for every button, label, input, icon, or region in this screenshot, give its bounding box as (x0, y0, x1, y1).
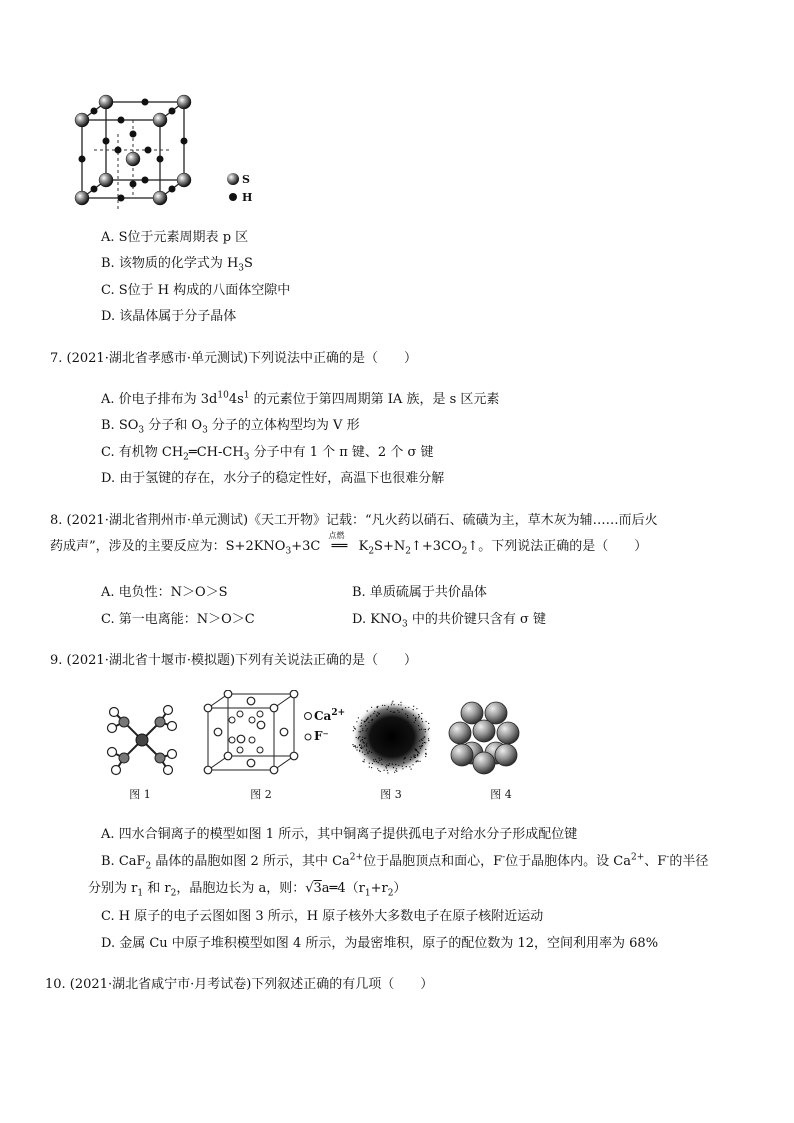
cloud-dot (361, 739, 362, 740)
cloud-dot (360, 740, 361, 741)
cloud-dot (409, 766, 410, 767)
cloud-dot (364, 759, 365, 760)
s-atom (177, 95, 191, 109)
ca-ion (280, 728, 288, 736)
ca-ion (224, 690, 232, 698)
cloud-dot (418, 714, 419, 715)
cloud-dot (363, 761, 364, 762)
f-ion (249, 737, 255, 743)
f-ion (249, 717, 255, 723)
cloud-dot (353, 726, 354, 727)
h-atom (118, 117, 125, 124)
cloud-dot (428, 740, 429, 741)
figure4-cu-close-packing (448, 699, 522, 775)
legend-s-atom-icon (226, 172, 240, 186)
q9-option-a[interactable]: A. 四水合铜离子的模型如图 1 所示，其中铜离子提供孤电子对给水分子形成配位键 (101, 827, 578, 842)
cloud-dot (396, 771, 397, 772)
h-atom (169, 186, 176, 193)
cloud-dot (366, 743, 367, 744)
cloud-dot (402, 768, 403, 769)
cloud-dot (386, 765, 387, 766)
cloud-dot (421, 713, 422, 714)
q6-option-b[interactable]: B. 该物质的化学式为 $H_3S$ (101, 256, 253, 274)
cloud-dot (415, 718, 416, 719)
cloud-dot (372, 763, 373, 764)
cloud-dot (358, 737, 359, 738)
cloud-dot (361, 745, 362, 746)
cloud-dot (369, 763, 370, 764)
q7-option-b[interactable]: B. $SO_3$ 分子和 $O_3$ 分子的立体构型均为 V 形 (101, 418, 360, 436)
cloud-dot (416, 749, 417, 750)
figure2-label: 图 2 (250, 788, 272, 801)
cloud-dot (361, 748, 362, 749)
legend-h-label: H (242, 191, 253, 204)
cloud-dot (361, 723, 362, 724)
cloud-dot (373, 759, 374, 760)
cloud-dot (379, 713, 380, 714)
cloud-dot (378, 762, 379, 763)
cloud-dot (366, 745, 367, 746)
h-atom (142, 177, 149, 184)
cloud-dot (379, 758, 380, 759)
cloud-dot (402, 709, 403, 710)
cloud-dot (361, 725, 362, 726)
cloud-dot (412, 764, 413, 765)
q8-option-b[interactable]: B. 单质硫属于共价晶体 (352, 585, 487, 600)
cloud-dot (405, 713, 406, 714)
cloud-dot (395, 770, 396, 771)
h-atom (118, 195, 125, 202)
cloud-dot (419, 740, 420, 741)
cloud-dot (421, 745, 422, 746)
q6-option-a[interactable]: A. S位于元素周期表 p 区 (101, 230, 249, 245)
cloud-dot (378, 770, 379, 771)
cloud-dot (377, 768, 378, 769)
cloud-dot (389, 763, 390, 764)
q8-option-a[interactable]: A. 电负性：N＞O＞S (101, 585, 228, 600)
figure1-label: 图 1 (129, 788, 151, 801)
figure3-electron-cloud (352, 700, 432, 774)
s-atom (126, 152, 140, 166)
cloud-dot (376, 761, 377, 762)
cloud-dot (388, 765, 389, 766)
cloud-dot (356, 749, 357, 750)
cloud-dot (359, 744, 360, 745)
h-atom (169, 108, 176, 115)
h3s-crystal-figure (70, 94, 270, 216)
cloud-dot (364, 754, 365, 755)
cloud-dot (367, 710, 368, 711)
legend-ca-ion-icon (303, 711, 313, 721)
cloud-dot (368, 722, 369, 723)
cloud-dot (376, 715, 377, 716)
cloud-dot (367, 753, 368, 754)
cloud-dot (362, 747, 363, 748)
cloud-dot (393, 704, 394, 705)
q7-option-d[interactable]: D. 由于氢键的存在，水分子的稳定性好，高温下也很难分解 (101, 471, 445, 486)
q8-option-c[interactable]: C. 第一电离能：N＞O＞C (101, 612, 255, 627)
cloud-dot (393, 767, 394, 768)
ca-ion (237, 735, 245, 743)
cloud-dot (353, 730, 354, 731)
cloud-dot (403, 762, 404, 763)
cloud-dot (428, 723, 429, 724)
cloud-dot (425, 742, 426, 743)
cloud-dot (379, 760, 380, 761)
cloud-dot (367, 718, 368, 719)
cloud-dot (428, 738, 429, 739)
q7-title: 7. (2021·湖北省孝感市·单元测试)下列说法中正确的是（ ） (50, 351, 418, 366)
q9-option-b-line1[interactable]: B. CaF$_2$ 晶体的晶胞如图 2 所示，其中 $Ca^{2+}$位于晶胞顶点和面心，F-位于晶胞体内。设 $Ca^{2+}$、F-的半径 (101, 852, 709, 872)
s-atom (99, 173, 113, 187)
q6-option-c[interactable]: C. S位于 H 构成的八面体空隙中 (101, 283, 291, 298)
cloud-dot (380, 771, 381, 772)
h-atom (79, 156, 86, 163)
ca-ion (270, 766, 278, 774)
f-ion (237, 747, 243, 753)
cloud-dot (428, 729, 429, 730)
cloud-dot (355, 745, 356, 746)
cloud-dot (417, 754, 418, 755)
cloud-dot (415, 755, 416, 756)
cloud-dot (390, 711, 391, 712)
cloud-dot (420, 761, 421, 762)
cloud-dot (413, 706, 414, 707)
ca-ion (247, 697, 255, 705)
cloud-dot (362, 761, 363, 762)
cloud-dot (386, 767, 387, 768)
cloud-dot (394, 712, 395, 713)
q8-title-line1: 8. (2021·湖北省荆州市·单元测试)《天工开物》记载：“凡火药以硝石、硫磺为主，草木灰为辅……而后火 (50, 513, 658, 528)
s-atom (153, 191, 167, 205)
cloud-dot (413, 715, 414, 716)
cloud-dot (374, 761, 375, 762)
s-atom (177, 173, 191, 187)
q9-option-d[interactable]: D. 金属 Cu 中原子堆积模型如图 4 所示，为最密堆积，原子的配位数为 12，空间利用率为 68% (101, 936, 659, 951)
q10-title: 10. (2021·湖北省咸宁市·月考试卷)下列叙述正确的有几项（ ） (45, 977, 434, 992)
cloud-dot (424, 742, 425, 743)
cloud-dot (416, 761, 417, 762)
cloud-dot (364, 738, 365, 739)
cloud-dot (371, 720, 372, 721)
h-atom (181, 138, 188, 145)
cloud-dot (418, 717, 419, 718)
s-atom (75, 113, 89, 127)
cloud-dot (406, 766, 407, 767)
cloud-dot (366, 744, 367, 745)
cloud-dot (381, 759, 382, 760)
h-atom (145, 147, 152, 154)
cloud-dot (392, 701, 393, 702)
cloud-dot (352, 744, 353, 745)
cloud-dot (396, 768, 397, 769)
cloud-dot (419, 746, 420, 747)
cloud-dot (367, 728, 368, 729)
cloud-dot (398, 704, 399, 705)
cloud-dot (424, 729, 425, 730)
cloud-dot (364, 742, 365, 743)
q6-option-d[interactable]: D. 该晶体属于分子晶体 (101, 309, 237, 324)
cloud-dot (425, 756, 426, 757)
cloud-dot (384, 770, 385, 771)
cloud-dot (420, 748, 421, 749)
cloud-dot (387, 709, 388, 710)
cloud-dot (426, 721, 427, 722)
h-atom (130, 131, 137, 138)
cloud-dot (362, 737, 363, 738)
cloud-dot (392, 702, 393, 703)
q8-title-line2: 药成声”，涉及的主要反应为：$S+2KNO_3+3C$ 点燃 ══ $K_2S+N_2↑+3CO_2↑$。下列说法正确的是（ ） (50, 531, 648, 557)
cloud-dot (408, 707, 409, 708)
cloud-dot (405, 707, 406, 708)
cloud-dot (376, 706, 377, 707)
cloud-dot (429, 728, 430, 729)
f-ion (237, 711, 243, 717)
legend-s-label: S (242, 173, 250, 186)
cloud-dot (395, 764, 396, 765)
figure1-cu-h2o4-model (102, 700, 182, 780)
cloud-dot (382, 705, 383, 706)
cu-atom (495, 744, 517, 766)
ca-ion (204, 704, 212, 712)
cloud-dot (359, 731, 360, 732)
cloud-dot (377, 712, 378, 713)
cloud-dot (424, 736, 425, 737)
f-ion (257, 711, 263, 717)
cloud-dot (355, 747, 356, 748)
cloud-dot (363, 742, 364, 743)
ca-ion (270, 704, 278, 712)
cloud-dot (358, 717, 359, 718)
cloud-dot (387, 772, 388, 773)
cloud-dot (425, 753, 426, 754)
cloud-dot (371, 767, 372, 768)
ca-ion (247, 759, 255, 767)
cloud-dot (419, 716, 420, 717)
cloud-dot (404, 757, 405, 758)
cloud-dot (361, 720, 362, 721)
legend-f-ion-icon (303, 732, 313, 742)
q9-title: 9. (2021·湖北省十堰市·模拟题)下列有关说法正确的是（ ） (50, 653, 418, 668)
cloud-dot (414, 722, 415, 723)
cloud-dot (415, 720, 416, 721)
cu-atom (473, 752, 495, 774)
cloud-dot (353, 746, 354, 747)
h-atom (157, 156, 164, 163)
cloud-dot (422, 738, 423, 739)
cloud-dot (369, 766, 370, 767)
cloud-dot (425, 731, 426, 732)
figure2-caf2-unit-cell (202, 690, 302, 776)
cloud-dot (398, 712, 399, 713)
legend-h-atom-icon (227, 191, 239, 203)
cloud-dot (416, 708, 417, 709)
cloud-dot (360, 731, 361, 732)
ca-ion (257, 721, 265, 729)
cu-atom (451, 744, 473, 766)
ca-ion (290, 690, 298, 698)
ca-ion (290, 752, 298, 760)
cloud-dot (422, 743, 423, 744)
f-ion (229, 737, 235, 743)
cloud-dot (366, 720, 367, 721)
s-atom (75, 191, 89, 205)
h-atom (130, 181, 137, 188)
h-atom (115, 147, 122, 154)
cloud-dot (371, 752, 372, 753)
h-atom (91, 108, 98, 115)
cloud-dot (413, 756, 414, 757)
cu-atom (449, 722, 471, 744)
cloud-dot (369, 751, 370, 752)
f-ion (257, 747, 263, 753)
cloud-dot (419, 729, 420, 730)
cloud-dot (362, 752, 363, 753)
cloud-dot (413, 754, 414, 755)
cloud-dot (387, 770, 388, 771)
cloud-dot (388, 706, 389, 707)
cloud-dot (393, 712, 394, 713)
cloud-dot (355, 728, 356, 729)
f-ion (229, 717, 235, 723)
h-atom (142, 99, 149, 106)
ca-ion (204, 766, 212, 774)
cloud-dot (381, 764, 382, 765)
cloud-dot (411, 757, 412, 758)
cloud-dot (367, 717, 368, 718)
q8-reaction-condition: 点燃 (328, 531, 345, 540)
cloud-dot (375, 759, 376, 760)
cloud-dot (356, 721, 357, 722)
s-atom (153, 113, 167, 127)
cloud-dot (419, 753, 420, 754)
h-atom (103, 138, 110, 145)
cloud-dot (354, 728, 355, 729)
cloud-dot (362, 728, 363, 729)
cloud-dot (400, 704, 401, 705)
cloud-dot (357, 747, 358, 748)
cloud-dot (366, 730, 367, 731)
cloud-dot (359, 736, 360, 737)
cloud-dot (413, 709, 414, 710)
cloud-dot (364, 721, 365, 722)
cloud-dot (374, 711, 375, 712)
cloud-dot (398, 765, 399, 766)
cloud-dot (384, 705, 385, 706)
cloud-dot (418, 725, 419, 726)
cloud-dot (402, 766, 403, 767)
cloud-dot (371, 707, 372, 708)
cloud-dot (358, 738, 359, 739)
h-atom (91, 186, 98, 193)
cloud-dot (385, 766, 386, 767)
ca-ion (224, 752, 232, 760)
cloud-dot (425, 749, 426, 750)
cloud-dot (422, 740, 423, 741)
cloud-dot (411, 769, 412, 770)
legend-f-label: F⁻ (314, 729, 329, 743)
cloud-dot (422, 721, 423, 722)
s-atom (99, 95, 113, 109)
cu-atom (473, 720, 495, 742)
q7-option-c[interactable]: C. 有机物 $CH_2═CH-CH_3$ 分子中有 1 个 π 键、2 个 σ 键 (101, 445, 434, 463)
figure4-label: 图 4 (490, 788, 512, 801)
cloud-dot (359, 751, 360, 752)
cloud-dot (407, 717, 408, 718)
cloud-dot (392, 764, 393, 765)
cloud-dot (410, 759, 411, 760)
cloud-dot (362, 730, 363, 731)
cu-atom (497, 722, 519, 744)
q7-option-a[interactable]: A. 价电子排布为 $3d^{10}4s^1$ 的元素位于第四周期第 IA 族，是 s 区元素 (101, 390, 500, 407)
q9-option-b-line2[interactable]: 分别为 $r_1$ 和 $r_2$，晶胞边长为 a，则：$√3a═4(r_1+r_2)$ (88, 881, 407, 899)
cloud-dot (421, 729, 422, 730)
cloud-dot (418, 752, 419, 753)
cloud-dot (356, 737, 357, 738)
legend-ca-label: $Ca^{2+}$ (314, 708, 346, 723)
cloud-dot (367, 752, 368, 753)
q9-option-c[interactable]: C. H 原子的电子云图如图 3 所示，H 原子核外大多数电子在原子核附近运动 (101, 909, 544, 924)
cloud-dot (360, 726, 361, 727)
cloud-dot (366, 749, 367, 750)
cloud-dot (370, 715, 371, 716)
cloud-dot (425, 729, 426, 730)
ca-ion (214, 728, 222, 736)
cloud-dot (400, 702, 401, 703)
cloud-dot (391, 704, 392, 705)
cloud-dot (365, 725, 366, 726)
cloud-dot (397, 710, 398, 711)
cloud-dot (373, 713, 374, 714)
cloud-dot (407, 715, 408, 716)
cloud-dot (421, 718, 422, 719)
cloud-dot (394, 772, 395, 773)
cloud-dot (403, 758, 404, 759)
q8-option-d[interactable]: D. $KNO_3$ 中的共价键只含有 σ 键 (352, 612, 546, 630)
cloud-dot (360, 747, 361, 748)
figure3-label: 图 3 (380, 788, 402, 801)
cloud-dot (364, 745, 365, 746)
cloud-dot (421, 739, 422, 740)
